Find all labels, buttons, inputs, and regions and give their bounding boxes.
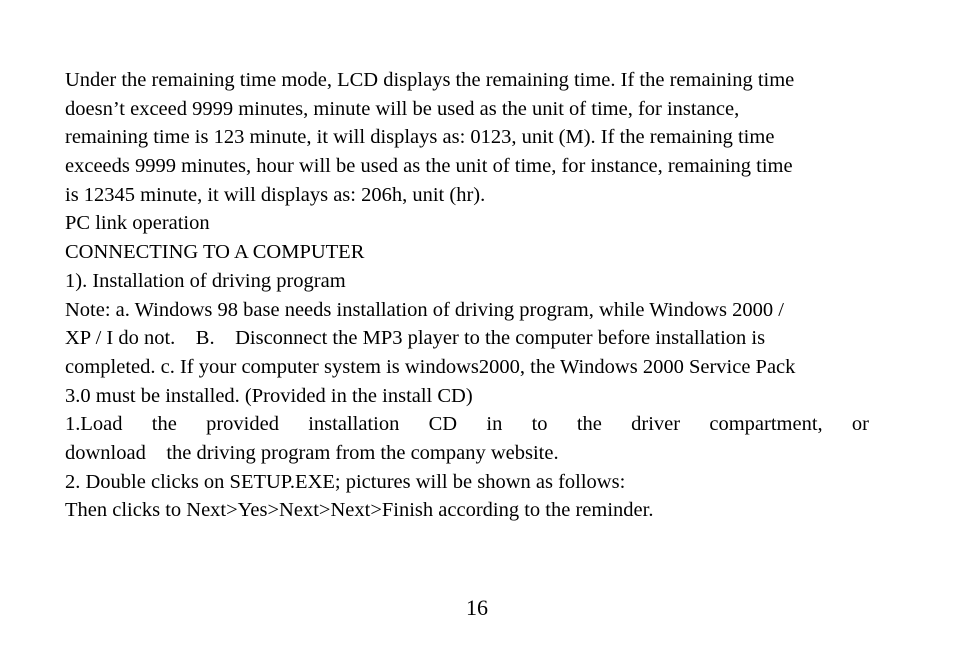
note-line-1: Note: a. Windows 98 base needs installation of driving program, while Windows 2000 / [65,298,784,321]
paragraph-line-3: remaining time is 123 minute, it will displays as: 0123, unit (M). If the remaining time [65,126,775,149]
body-text [65,66,885,525]
section-heading-connecting: CONNECTING TO A COMPUTER [65,241,365,264]
section-heading-pc-link: PC link operation [65,212,210,235]
note-line-4: 3.0 must be installed. (Provided in the install CD) [65,384,473,407]
note-line-3: completed. c. If your computer system is windows2000, the Windows 2000 Service Pack [65,355,796,378]
step-1-line-2: download the driving program from the company website. [65,441,559,464]
paragraph-line-1: Under the remaining time mode, LCD displays the remaining time. If the remaining time [65,69,795,91]
paragraph-line-2: doesn’t exceed 9999 minutes, minute will be used as the unit of time, for instance, [65,97,740,120]
step-1-line-1: 1.Load the provided installation CD in to the driver compartment, or [65,413,869,436]
step-3-line: Then clicks to Next>Yes>Next>Next>Finish according to the reminder. [65,499,654,522]
paragraph-line-5: is 12345 minute, it will displays as: 206h, unit (hr). [65,183,486,206]
note-line-2: XP / I do not. B. Disconnect the MP3 player to the computer before installation is [65,327,766,350]
subheading-installation: 1). Installation of driving program [65,269,346,292]
page-number: 16 [466,595,488,620]
step-2-line: 2. Double clicks on SETUP.EXE; pictures will be shown as follows: [65,470,626,493]
paragraph-line-4: exceeds 9999 minutes, hour will be used as the unit of time, for instance, remaining time [65,155,793,178]
